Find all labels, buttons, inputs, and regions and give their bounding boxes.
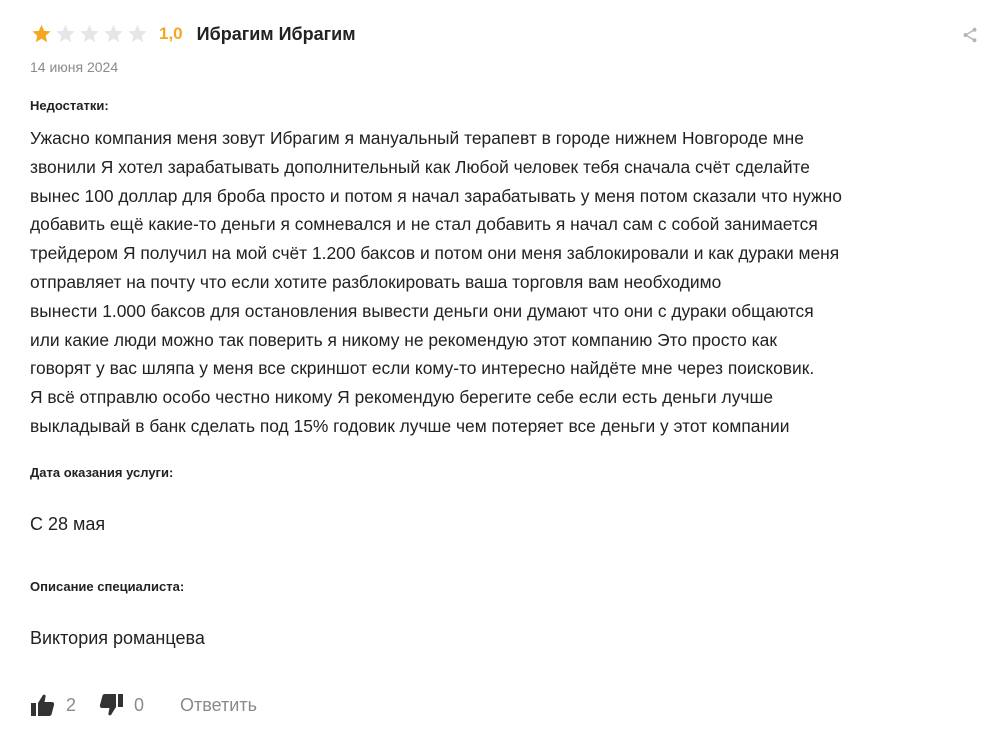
share-icon[interactable] [961, 26, 979, 44]
like-count: 2 [66, 694, 77, 715]
specialist-label: Описание специалиста: [30, 579, 185, 594]
dislike-count: 0 [134, 694, 145, 715]
service-date-label: Дата оказания услуги: [30, 465, 174, 480]
service-date-value: С 28 мая [30, 514, 106, 534]
cons-line: Ужасно компания меня зовут Ибрагим я мануальный терапевт в городе нижнем Новгороде мне [30, 128, 804, 148]
cons-line: или какие люди можно так поверить я никому не рекомендую этот компанию Это просто как [30, 329, 777, 350]
review-date: 14 июня 2024 [30, 59, 119, 75]
cons-line: вынести 1.000 баксов для остановления вывести деньги они думают что они с дураки общаются [30, 300, 814, 321]
star-icon [78, 23, 101, 45]
review-header [30, 22, 356, 46]
cons-line: отправляет на почту что если хотите разблокировать ваша торговля вам необходимо [30, 271, 722, 292]
thumb-down-icon [98, 693, 124, 717]
thumb-up-icon [30, 693, 56, 717]
reply-button[interactable]: Ответить [180, 694, 257, 715]
star-icon [126, 23, 149, 45]
cons-label: Недостатки: [30, 98, 109, 113]
rating-value: 1,0 [159, 24, 183, 43]
specialist-value: Виктория романцева [30, 628, 205, 648]
star-icon [54, 23, 77, 45]
star-icon [30, 23, 53, 45]
cons-line: добавить ещё какие-то деньги я сомневался и не стал добавить я начал сам с собой занимается [30, 214, 818, 235]
review-actions [30, 692, 257, 718]
cons-line: выкладывай в банк сделать под 15% годовик лучше чем потеряет все деньги у этот компании [30, 415, 790, 436]
dislike-button[interactable] [98, 693, 144, 717]
cons-line: Я всё отправлю особо честно никому Я рекомендую берегите себе если есть деньги лучше [30, 387, 774, 408]
star-icon [102, 23, 125, 45]
rating-stars [30, 23, 149, 45]
author-name: Ибрагим Ибрагим [196, 23, 356, 44]
cons-text [30, 124, 975, 441]
cons-line: звонили Я хотел зарабатывать дополнительный как Любой человек тебя сначала счёт сделайте [30, 156, 810, 177]
like-button[interactable] [30, 693, 76, 717]
cons-line: вынес 100 доллар для броба просто и потом я начал зарабатывать у меня потом сказали что нужно [30, 185, 842, 206]
cons-line: трейдером Я получил на мой счёт 1.200 баксов и потом они меня заблокировали и как дураки меня [30, 243, 840, 264]
cons-line: говорят у вас шляпа у меня все скриншот если кому-то интересно найдёте мне через поисковик. [30, 358, 815, 379]
